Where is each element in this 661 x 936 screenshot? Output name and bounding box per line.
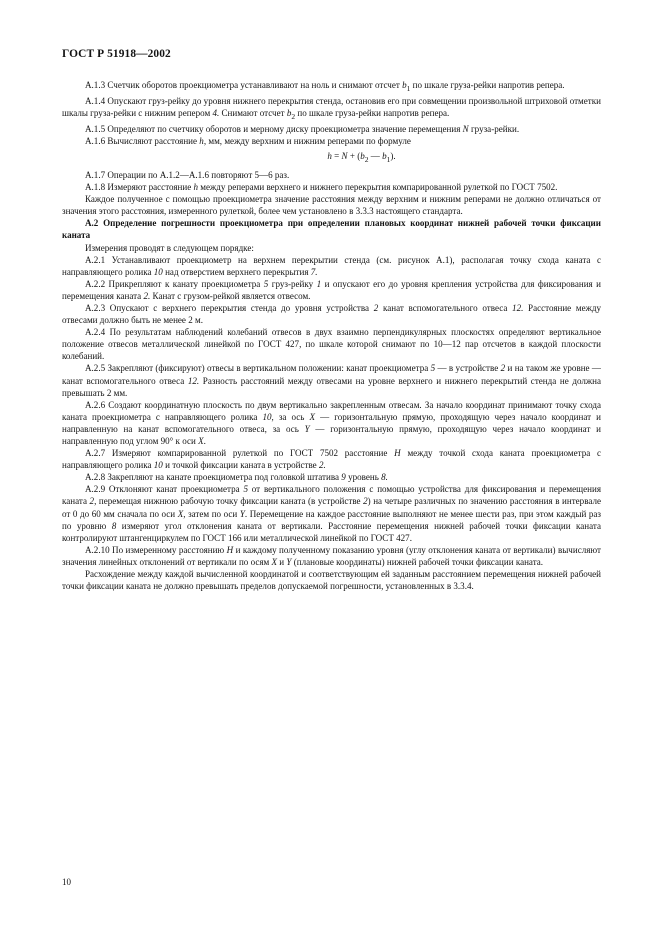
paragraph-a-2-8: А.2.8 Закрепляют на канате проекциометра под головкой штатива 9 уровень 8. (85, 472, 388, 483)
paragraph-a-2-9: А.2.9 Отклоняют канат проекциометра 5 от вертикального положения с помощью устройства для фиксирования и перемещения каната 2, перемещая нижнюю рабочую точку фиксации каната (в устройстве 2) на четыре различных по значению расстояния в интервале от 0 до 60 мм сначала по оси X, затем по оси Y. Перемещение на каждое расстояние выполняют не менее шести раз, при этом каждый раз по уровню 8 измеряют угол отклонения каната от вертикали. Расстояние перемещения нижней рабочей точки фиксации каната контролируют штангенциркулем по ГОСТ 166 или металлической линейкой по ГОСТ 427. (62, 484, 601, 543)
paragraph-a-2-4: А.2.4 По результатам наблюдений колебаний отвесов в двух взаимно перпендикулярных плоскостях определяют вертикальное положение отвесов металлической линейкой по ГОСТ 427, по шкале которой снимают по 10—12 пар отсчетов в каждой плоскости колебаний. (62, 327, 601, 362)
paragraph-a-1-6: А.1.6 Вычисляют расстояние h, мм, между верхним и нижним реперами по формуле (85, 135, 411, 146)
main-text (62, 79, 601, 592)
paragraph-a-2-3: А.2.3 Опускают с верхнего перекрытия стенда до уровня устройства 2 канат вспомогательного отвеса 12. Расстояние между отвесами должно быть не менее 2 м. (62, 302, 602, 326)
paragraph-a-2-2: А.2.2 Прикрепляют к канату проекциометра 5 груз-рейку 1 и опускают его до уровня крепления устройства для фиксирования и перемещения каната 2. Канат с грузом-рейкой является отвесом. (62, 278, 601, 301)
paragraph-a-1-7: А.1.7 Операции по А.1.2—А.1.6 повторяют 5—6 раз. (85, 169, 290, 180)
paragraph-a-2-7: А.2.7 Измеряют компарированной рулеткой по ГОСТ 7502 расстояние H между точкой схода каната проекциометра с направляющего ролика 10 и точкой фиксации каната в устройстве 2. (62, 448, 601, 471)
page-number: 10 (62, 877, 71, 887)
paragraph-a-2-1: А.2.1 Устанавливают проекциометр на верхнем перекрытии стенда (см. рисунок А.1), располагая точку схода каната с направляющего ролика 10 над отверстием верхнего перекрытия 7. (62, 254, 601, 277)
section-heading-a-2: А.2 Определение погрешности проекциометра при определении плановых координат нижней рабочей точки фиксации каната (62, 218, 601, 241)
paragraph-a-2-10: А.2.10 По измеренному расстоянию H и каждому полученному показанию уровня (углу отклонения каната от вертикали) вычисляют значения линейных отклонений от вертикали по осям X и Y (плановые координаты) нижней рабочей точки фиксации каната. (62, 544, 601, 567)
paragraph-a-1-5: А.1.5 Определяют по счетчику оборотов и мерному диску проекциометра значение перемещения N груза-рейки. (85, 123, 520, 134)
paragraph-a-1-3: А.1.3 Счетчик оборотов проекциометра устанавливают на ноль и снимают отсчет $b_1$ по шкале груза-рейки напротив репера. (85, 80, 565, 93)
paragraph-conclusion-a-1: Каждое полученное с помощью проекциометра значение расстояния между верхним и нижним реперами не должно отличаться от значения этого расстояния, измеренного рулеткой, более чем установлено в 3.3.3 настоящего стандарта. (62, 194, 601, 217)
paragraph-a-2-6: А.2.6 Создают координатную плоскость по двум вертикально закрепленным отвесам. За начало координат принимают точку схода каната проекциометра с направляющего ролика 10, за ось X — горизонтальную прямую, проходящую через начало координат и направленную на канат вспомогательного отвеса, за ось Y — горизонтальную прямую, проходящую через начало координат и направленную под углом 90° к оси X. (62, 399, 602, 447)
paragraph-order: Измерения проводят в следующем порядке: (85, 242, 254, 253)
standard-header: ГОСТ Р 51918—2002 (62, 48, 171, 60)
paragraph-a-1-4: А.1.4 Опускают груз-рейку до уровня нижнего перекрытия стенда, остановив его при совмещении произвольной штриховой отметки шкалы груза-рейки с нижним репером 4. Снимают отсчет $b_2$ по шкале груза-рейки напротив репера. (62, 95, 601, 121)
paragraph-conclusion-a-2: Расхождение между каждой вычисленной координатой и соответствующим ей заданным расстоянием перемещения нижней рабочей точки фиксации каната не должно превышать пределов допускаемой погрешности, установленных в 3.3.4. (62, 569, 601, 592)
paragraph-a-2-5: А.2.5 Закрепляют (фиксируют) отвесы в вертикальном положении: канат проекциометра 5 — в устройстве 2 и на таком же уровне — канат вспомогательного отвеса 12. Разность расстояний между отвесами на уровне верхнего и нижнего перекрытий стенда не должна превышать 2 мм. (62, 363, 601, 398)
paragraph-a-1-8: А.1.8 Измеряют расстояние h между реперами верхнего и нижнего перекрытия компарированной рулеткой по ГОСТ 7502. (85, 182, 558, 193)
formula: $h = N + (b_2$ — $b_1$). (327, 151, 396, 164)
